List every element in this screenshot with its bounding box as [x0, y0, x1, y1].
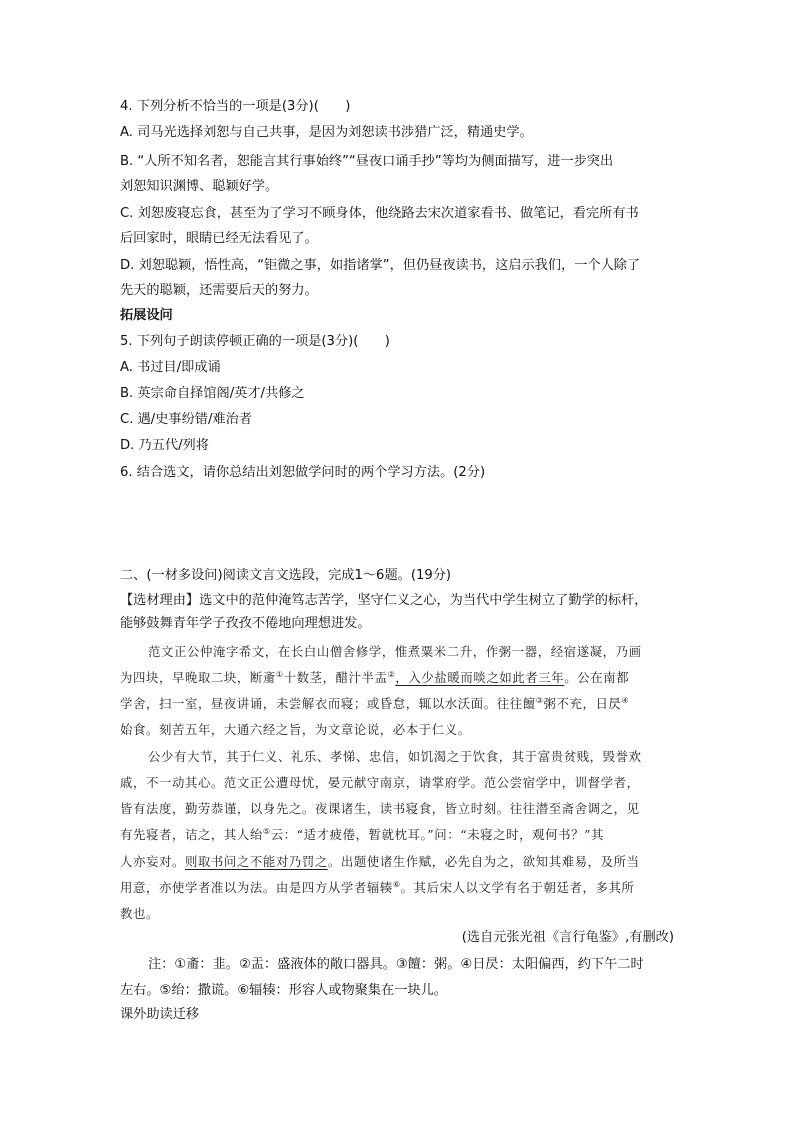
- q5-option-b: B. 英宗命自择馆阁/英才/共修之: [120, 386, 305, 401]
- passage-p1-line1: 范文正公仲淹字希文，在长白山僧舍修学，惟煮粟米二升，作粥一器，经宿遂凝，乃画: [148, 644, 642, 659]
- q5-option-a: A. 书过目/即成诵: [120, 360, 221, 375]
- section2-heading: 二、(一材多设问)阅读文言文选段，完成1～6题。(19分): [120, 568, 452, 583]
- extension-heading: 拓展设问: [120, 308, 173, 323]
- q4-option-c-line2: 后回家时，眼睛已经无法看见了。: [120, 231, 318, 246]
- passage-p1-line4: 始食。刻苦五年，大通六经之旨，为文章论说，必本于仁义。: [120, 722, 471, 737]
- passage-p2-line3: 皆有法度，勤劳恭谨，以身先之。夜课诸生，读书寝食，皆立时刻。往往潜至斋舍调之，见: [120, 801, 640, 816]
- note-mark-1: ①: [275, 669, 284, 679]
- note-mark-6: ⑥: [392, 879, 401, 889]
- q5-option-c: C. 遇/史事纷错/难治者: [120, 412, 252, 427]
- q4-stem: 4. 下列分析不恰当的一项是(3分)( ): [120, 99, 351, 114]
- passage-p2-line5: 人亦妄对。则取书问之不能对乃罚之。出题使诸生作赋，必先自为之，欲知其难易，及所当: [120, 854, 640, 869]
- q5-stem: 5. 下列句子朗读停顿正确的一项是(3分)( ): [120, 334, 390, 349]
- passage-source: (选自元张光祖《言行龟鉴》,有删改): [461, 930, 674, 945]
- passage-p1-line2: 为四块，早晚取二块，断齑①十数茎，醋汁半盂②，入少盐暖而啖之如此者三年。公在南都: [120, 669, 630, 685]
- q4-option-a: A. 司马光选择刘恕与自己共事，是因为刘恕读书涉猎广泛，精通史学。: [120, 125, 533, 140]
- annotation-line2: 左右。⑤绐：撒谎。⑥辐辏：形容人或物聚集在一块儿。: [120, 983, 447, 998]
- passage-p2-line7: 教也。: [120, 906, 159, 921]
- passage-p1-line3: 学舍，扫一室，昼夜讲诵，未尝解衣而寝；或昏怠，辄以水沃面。往往饘③粥不充，日昃④: [120, 695, 630, 711]
- note-mark-5: ⑤: [262, 826, 271, 836]
- q4-option-b-line2: 刘恕知识渊博、聪颖好学。: [120, 179, 279, 194]
- selection-reason-line1: 【选材理由】选文中的范仲淹笃志苦学，坚守仁义之心，为当代中学生树立了勤学的标杆，: [120, 593, 648, 608]
- q4-option-b-line1: B. “人所不知名者，恕能言其行事始终”“昼夜口诵手抄”等均为侧面描写，进一步突出: [120, 154, 614, 169]
- underlined-sentence-2: 则取书问之不能对乃罚之: [184, 854, 328, 869]
- annotation-line1: 注：①齑：韭。②盂：盛液体的敞口器具。③饘：粥。④日昃：太阳偏西，约下午二时: [148, 957, 644, 972]
- extra-reading-heading: 课外助读迁移: [120, 1007, 200, 1022]
- note-mark-4: ④: [621, 695, 630, 705]
- q4-option-d-line1: D. 刘恕聪颖，悟性高，“钜微之事，如指诸掌”，但仍昼夜读书，这启示我们，一个人除了: [120, 258, 641, 273]
- passage-p2-line6: 用意，亦使学者准以为法。由是四方从学者辐辏⑥。其后宋人以文学有名于朝廷者，多其所: [120, 879, 635, 895]
- passage-p2-line1: 公少有大节，其于仁义、礼乐、孝悌、忠信，如饥渴之于饮食，其于富贵贫贱，毁誉欢: [148, 749, 642, 764]
- note-mark-3: ③: [535, 695, 544, 705]
- selection-reason-line2: 能够鼓舞青年学子孜孜不倦地向理想进发。: [120, 616, 371, 631]
- passage-p2-line2: 戚，不一动其心。范文正公遭母忧，晏元献守南京，请掌府学。范公尝宿学中，训督学者，: [120, 775, 640, 790]
- q6-stem: 6. 结合选文，请你总结出刘恕做学问时的两个学习方法。(2分): [120, 465, 486, 480]
- note-mark-2: ②: [387, 669, 396, 679]
- passage-p2-line4: 有先寝者，诘之，其人绐⑤云：“适才疲倦，暂就枕耳。”问：“未寝之时，观何书？”其: [120, 826, 604, 842]
- q4-option-d-line2: 先天的聪颖，还需要后天的努力。: [120, 283, 318, 298]
- underlined-sentence-1: ，入少盐暖而啖之如此者三年: [395, 670, 565, 685]
- q5-option-d: D. 乃五代/列将: [120, 438, 209, 453]
- q4-option-c-line1: C. 刘恕废寝忘食，甚至为了学习不顾身体，他绕路去宋次道家看书、做笔记，看完所有书: [120, 206, 639, 221]
